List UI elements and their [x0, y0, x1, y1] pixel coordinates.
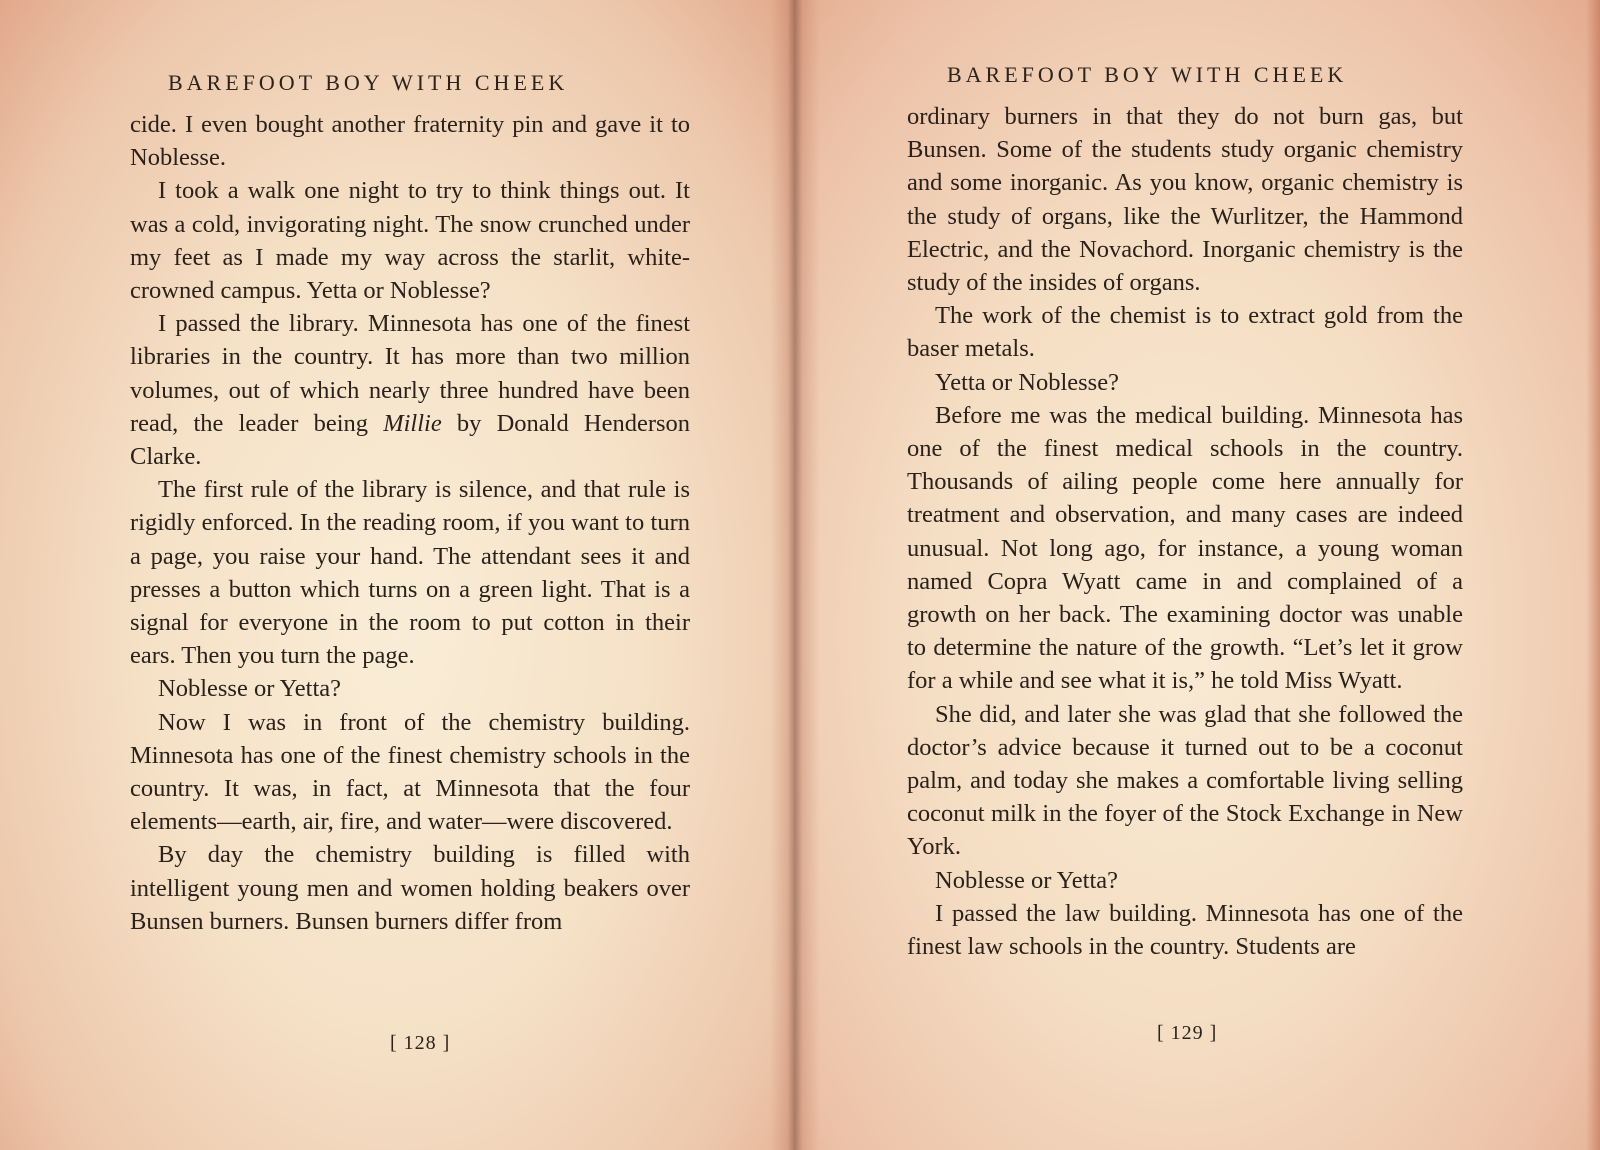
left-page-body [130, 108, 690, 938]
right-paragraph-3: Yetta or Noblesse? [935, 368, 1119, 396]
right-page [795, 0, 1600, 1150]
left-paragraph-1: cide. I even bought another fraternity pin and gave it to Noblesse. [130, 111, 690, 172]
right-page-edge-shadow [1586, 0, 1600, 1150]
left-paragraph-3-text-b: by Donald Henderson Clarke. [130, 409, 691, 471]
left-paragraph-6: Now I was in front of the chemistry building. Minnesota has one of the finest chemistry schools in the country. It was, in fact, at Minnesota that the four elements—earth, air, fire, and water—were discovered. [130, 708, 690, 836]
right-paragraph-6: Noblesse or Yetta? [935, 866, 1119, 894]
book-title-millie: Millie [383, 409, 442, 437]
left-page-number: [ 128 ] [390, 1032, 451, 1054]
right-paragraph-5: She did, and later she was glad that she followed the doctor’s advice because it turned out to be a coconut palm, and today she makes a comfortable living selling coconut milk in the foyer of the Stock Exchange in New York. [907, 700, 1463, 861]
right-running-head: BAREFOOT BOY WITH CHEEK [947, 62, 1348, 87]
left-paragraph-5: Noblesse or Yetta? [158, 675, 342, 703]
right-paragraph-1: ordinary burners in that they do not burn gas, but Bunsen. Some of the students study organic chemistry and some inorganic. As you know, organic chemistry is the study of organs, like the Wurlitzer, the Hammond Electric, and the Novachord. Inorganic chemistry is the study of the insides of organs. [907, 103, 1463, 297]
left-paragraph-2: I took a walk one night to try to think things out. It was a cold, invigorating night. The snow crunched under my feet as I made my way across the starlit, white-crowned campus. Yetta or Noblesse? [130, 177, 690, 305]
right-page-body [907, 100, 1463, 963]
left-paragraph-3-text-a: I passed the library. Minnesota has one of the finest libraries in the country. It has more than two million volumes, out of which nearly three hundred have been read, the leader being [130, 310, 690, 437]
right-paragraph-2: The work of the chemist is to extract gold from the baser metals. [907, 302, 1463, 363]
right-paragraph-4: Before me was the medical building. Minnesota has one of the finest medical schools in the country. Thousands of ailing people come here annually for treatment and observation, and many cases are indeed unusual. Not long ago, for instance, a young woman named Copra Wyatt came in and complained of a growth on her back. The examining doctor was unable to determine the nature of the growth. “Let’s let it grow for a while and see what it is,” he told Miss Wyatt. [907, 401, 1463, 695]
left-paragraph-3 [130, 307, 690, 473]
left-running-head: BAREFOOT BOY WITH CHEEK [168, 70, 569, 95]
left-page [0, 0, 795, 1150]
right-page-number: [ 129 ] [1157, 1022, 1218, 1044]
left-paragraph-7: By day the chemistry building is filled with intelligent young men and women holding beakers over Bunsen burners. Bunsen burners differ from [130, 841, 690, 935]
right-paragraph-7: I passed the law building. Minnesota has one of the finest law schools in the country. Students are [907, 899, 1463, 961]
left-paragraph-4: The first rule of the library is silence, and that rule is rigidly enforced. In the reading room, if you want to turn a page, you raise your hand. The attendant sees it and presses a button which turns on a green light. That is a signal for everyone in the room to put cotton in their ears. Then you turn the page. [130, 476, 690, 670]
